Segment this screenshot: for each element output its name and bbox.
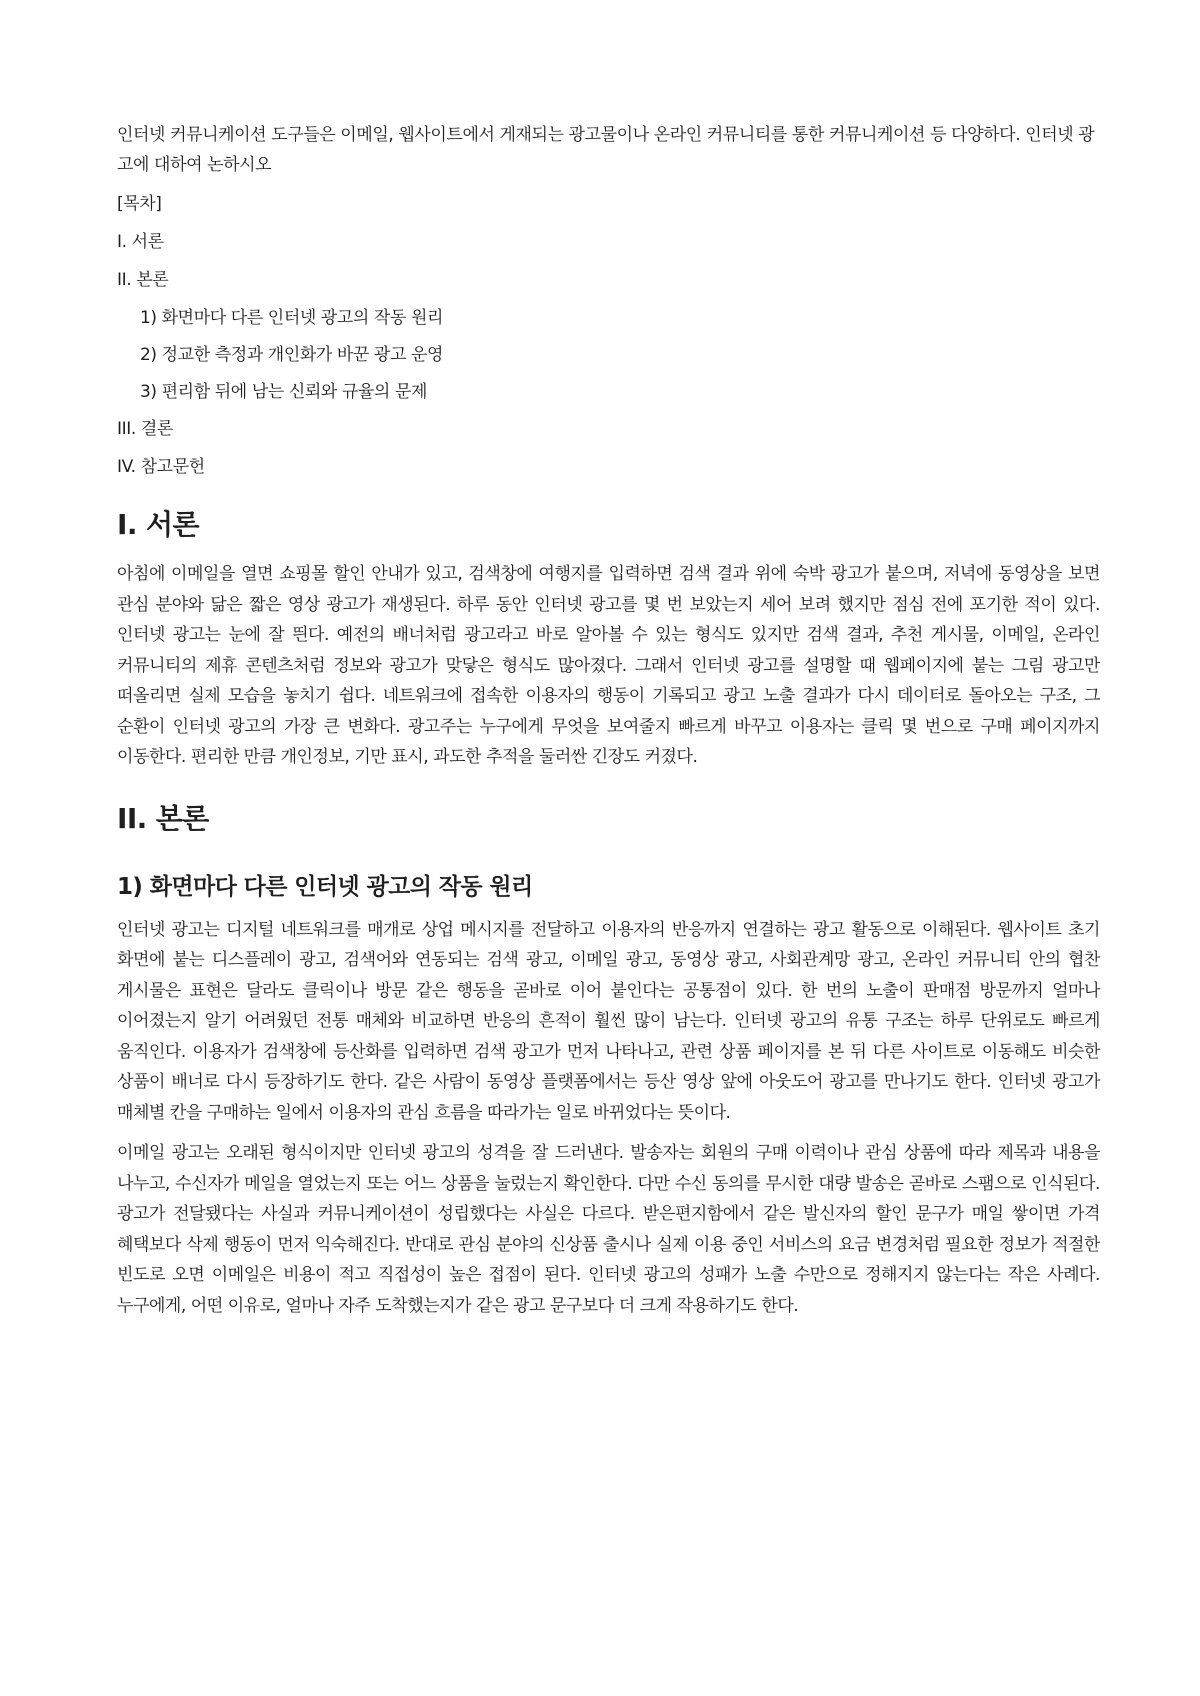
assignment-prompt: 인터넷 커뮤니케이션 도구들은 이메일, 웹사이트에서 게재되는 광고물이나 온라인 커뮤니티를 통한 커뮤니케이션 등 다양하다. 인터넷 광고에 대하여 논하시오 bbox=[117, 125, 1095, 175]
toc-subitem: 3) 편리함 뒤에 남는 신뢰와 규율의 문제 bbox=[140, 382, 428, 402]
toc-item: III. 결론 bbox=[117, 419, 173, 439]
section-title-intro: I. 서론 bbox=[117, 508, 199, 541]
body-paragraph: 인터넷 광고는 디지털 네트워크를 매개로 상업 메시지를 전달하고 이용자의 반응까지 연결하는 광고 활동으로 이해된다. 웹사이트 초기 화면에 붙는 디스플레이 광고, 검색어와 연동되는 검색 광고, 이메일 광고, 동영상 광고, 사회관계망 광고, 온라인 커뮤니티 안의 협찬 게시물은 표현은 달라도 클릭이나 방문 같은 행동을 곧바로 이어 붙인다는 공통점이 있다. 한 번의 노출이 판매점 방문까지 얼마나 이어졌는지 알기 어려웠던 전통 매체와 비교하면 반응의 흔적이 훨씬 많이 남는다. 인터넷 광고의 유통 구조는 하루 단위로도 빠르게 움직인다. 이용자가 검색창에 등산화를 입력하면 검색 광고가 먼저 나타나고, 관련 상품 페이지를 본 뒤 다른 사이트로 이동해도 비슷한 상품이 배너로 다시 등장하기도 한다. 같은 사람이 동영상 플랫폼에서는 등산 영상 앞에 아웃도어 광고를 만나기도 한다. 인터넷 광고가 매체별 칸을 구매하는 일에서 이용자의 관심 흐름을 따라가는 일로 바뀌었다는 뜻이다. bbox=[117, 919, 1100, 1123]
toc-heading: [목차] bbox=[117, 194, 162, 214]
section-title-body: II. 본론 bbox=[117, 801, 209, 835]
toc-subitem: 1) 화면마다 다른 인터넷 광고의 작동 원리 bbox=[140, 308, 444, 328]
toc-item: I. 서론 bbox=[117, 232, 164, 252]
toc-item: II. 본론 bbox=[117, 270, 169, 290]
body-paragraph: 이메일 광고는 오래된 형식이지만 인터넷 광고의 성격을 잘 드러낸다. 발송자는 회원의 구매 이력이나 관심 상품에 따라 제목과 내용을 나누고, 수신자가 메일을 열었는지 또는 어느 상품을 눌렀는지 확인한다. 다만 수신 동의를 무시한 대량 발송은 곧바로 스팸으로 인식된다. 광고가 전달됐다는 사실과 커뮤니케이션이 성립했다는 사실은 다르다. 받은편지함에서 같은 발신자의 할인 문구가 매일 쌓이면 가격 혜택보다 삭제 행동이 먼저 익숙해진다. 반대로 관심 분야의 신상품 출시나 실제 이용 중인 서비스의 요금 변경처럼 필요한 정보가 적절한 빈도로 오면 이메일은 비용이 적고 직접성이 높은 접점이 된다. 인터넷 광고의 성패가 노출 수만으로 정해지지 않는다는 작은 사례다. 누구에게, 어떤 이유로, 얼마나 자주 도착했는지가 같은 광고 문구보다 더 크게 작용하기도 한다. bbox=[117, 1143, 1100, 1316]
table-of-contents bbox=[117, 192, 1100, 479]
intro-paragraph: 아침에 이메일을 열면 쇼핑몰 할인 안내가 있고, 검색창에 여행지를 입력하면 검색 결과 위에 숙박 광고가 붙으며, 저녁에 동영상을 보면 관심 분야와 닮은 짧은 영상 광고가 재생된다. 하루 동안 인터넷 광고를 몇 번 보았는지 세어 보려 했지만 점심 전에 포기한 적이 있다. 인터넷 광고는 눈에 잘 띈다. 예전의 배너처럼 광고라고 바로 알아볼 수 있는 형식도 있지만 검색 결과, 추천 게시물, 이메일, 온라인 커뮤니티의 제휴 콘텐츠처럼 정보와 광고가 맞닿은 형식도 많아졌다. 그래서 인터넷 광고를 설명할 때 웹페이지에 붙는 그림 광고만 떠올리면 실제 모습을 놓치기 쉽다. 네트워크에 접속한 이용자의 행동이 기록되고 광고 노출 결과가 다시 데이터로 돌아오는 구조, 그 순환이 인터넷 광고의 가장 큰 변화다. 광고주는 누구에게 무엇을 보여줄지 빠르게 바꾸고 이용자는 클릭 몇 번으로 구매 페이지까지 이동한다. 편리한 만큼 개인정보, 기만 표시, 과도한 추적을 둘러싼 긴장도 커졌다. bbox=[117, 564, 1101, 767]
toc-subitem: 2) 정교한 측정과 개인화가 바꾼 광고 운영 bbox=[140, 345, 444, 365]
toc-item: IV. 참고문헌 bbox=[117, 457, 205, 477]
subsection-title-1: 1) 화면마다 다른 인터넷 광고의 작동 원리 bbox=[117, 873, 533, 900]
